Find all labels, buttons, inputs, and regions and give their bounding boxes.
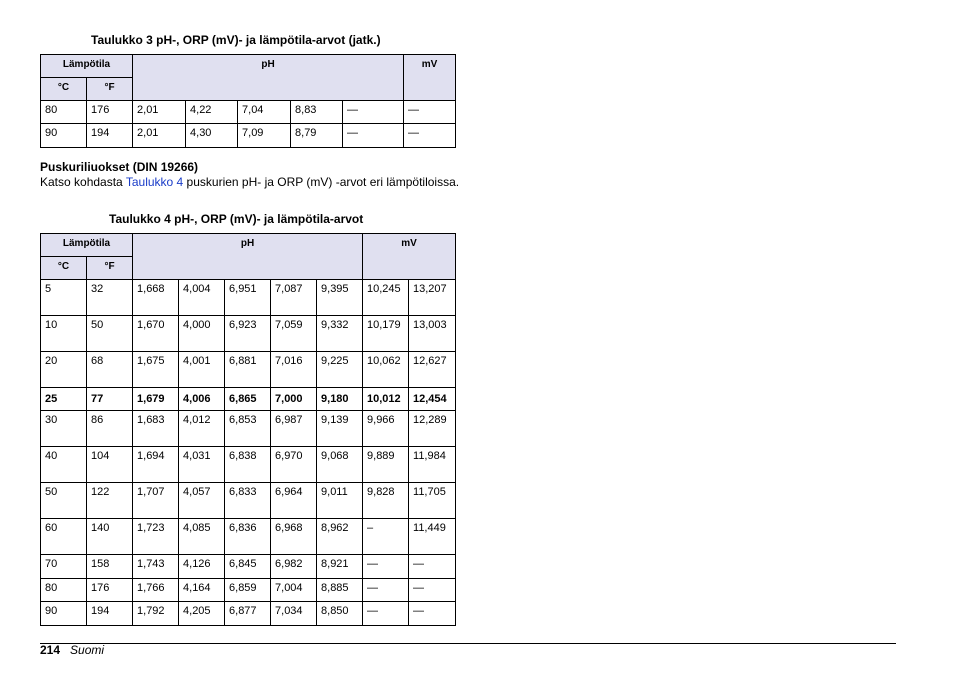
table3-caption: Taulukko 3 pH-, ORP (mV)- ja lämpötila-arvot (jatk.)	[91, 33, 381, 47]
table-cell: 6,833	[225, 483, 271, 519]
table-cell: –	[363, 519, 409, 555]
table-cell: 60	[41, 519, 87, 555]
table-cell: —	[363, 579, 409, 602]
table-cell: 1,707	[133, 483, 179, 519]
table-cell: 7,034	[271, 602, 317, 626]
table-cell: 8,83	[291, 101, 343, 124]
table-cell: 7,059	[271, 316, 317, 352]
table-cell: 1,670	[133, 316, 179, 352]
table-cell: 4,001	[179, 352, 225, 388]
section-text-before: Katso kohdasta	[40, 175, 126, 189]
table-cell: —	[343, 124, 404, 148]
table-cell: 6,987	[271, 411, 317, 447]
table-cell: 5	[41, 280, 87, 316]
table-cell: 80	[41, 101, 87, 124]
section-text-after: puskurien pH- ja ORP (mV) -arvot eri lämpötiloissa.	[183, 175, 460, 189]
table-cell: 6,964	[271, 483, 317, 519]
table-cell: 4,012	[179, 411, 225, 447]
table-cell: 8,962	[317, 519, 363, 555]
table-cell: 4,006	[179, 388, 225, 411]
section-heading: Puskuriliuokset (DIN 19266)	[40, 160, 199, 174]
table-cell: 194	[87, 124, 133, 148]
table-cell: 9,332	[317, 316, 363, 352]
table-cell: 6,982	[271, 555, 317, 579]
table-cell: 6,853	[225, 411, 271, 447]
table-cell: —	[343, 101, 404, 124]
table-cell: 6,838	[225, 447, 271, 483]
table4-header-mv: mV	[363, 234, 456, 280]
table-cell: 4,22	[186, 101, 238, 124]
table-cell: —	[409, 579, 456, 602]
table-cell: 11,984	[409, 447, 456, 483]
table-cell: 1,675	[133, 352, 179, 388]
table4-header-celsius: °C	[41, 257, 87, 280]
table-cell: 6,923	[225, 316, 271, 352]
table-cell: 6,951	[225, 280, 271, 316]
table-cell: 4,205	[179, 602, 225, 626]
table-cell: 9,225	[317, 352, 363, 388]
table4-header-fahrenheit: °F	[87, 257, 133, 280]
table-cell: 13,003	[409, 316, 456, 352]
table-cell: 2,01	[133, 124, 186, 148]
table-row	[41, 519, 456, 555]
table-cell: 12,289	[409, 411, 456, 447]
table-cell: 7,000	[271, 388, 317, 411]
table-cell: 1,792	[133, 602, 179, 626]
table-cell: 10	[41, 316, 87, 352]
table-cell: 9,889	[363, 447, 409, 483]
table-cell: 90	[41, 602, 87, 626]
table-cell: 10,012	[363, 388, 409, 411]
table-cell: 176	[87, 101, 133, 124]
table-cell: 7,09	[238, 124, 291, 148]
table-cell: 6,881	[225, 352, 271, 388]
table-cell: 176	[87, 579, 133, 602]
table-row	[41, 316, 456, 352]
table-cell: 90	[41, 124, 87, 148]
table-row	[41, 388, 456, 411]
table-cell: 1,766	[133, 579, 179, 602]
table-cell: 4,000	[179, 316, 225, 352]
table-cell: 6,970	[271, 447, 317, 483]
table3-header-row	[41, 55, 456, 78]
table-row	[41, 579, 456, 602]
table4	[40, 233, 456, 626]
table-cell: 7,04	[238, 101, 291, 124]
table-cell: 6,968	[271, 519, 317, 555]
table-cell: 4,085	[179, 519, 225, 555]
table-cell: 158	[87, 555, 133, 579]
table-cell: 10,179	[363, 316, 409, 352]
table-cell: 1,683	[133, 411, 179, 447]
table-cell: 68	[87, 352, 133, 388]
table-cell: 11,449	[409, 519, 456, 555]
table-cell: 40	[41, 447, 87, 483]
table-row	[41, 602, 456, 626]
table-cell: 8,79	[291, 124, 343, 148]
section-body	[40, 175, 460, 190]
table-cell: 9,395	[317, 280, 363, 316]
table-cell: 13,207	[409, 280, 456, 316]
table-cell: —	[363, 602, 409, 626]
table-row	[41, 483, 456, 519]
page-number: 214	[40, 643, 61, 657]
table-cell: 86	[87, 411, 133, 447]
table-cell: 6,865	[225, 388, 271, 411]
table-cell: —	[404, 101, 456, 124]
table-cell: 25	[41, 388, 87, 411]
table-cell: 8,885	[317, 579, 363, 602]
table-cell: 4,031	[179, 447, 225, 483]
table-cell: 7,004	[271, 579, 317, 602]
table-cell: 6,859	[225, 579, 271, 602]
table-cell: 11,705	[409, 483, 456, 519]
table4-header-temp: Lämpötila	[41, 234, 133, 257]
table4-header-row	[41, 234, 456, 257]
table-cell: 1,679	[133, 388, 179, 411]
table-cell: 10,062	[363, 352, 409, 388]
table4-caption: Taulukko 4 pH-, ORP (mV)- ja lämpötila-arvot	[109, 212, 364, 226]
table-cell: 104	[87, 447, 133, 483]
table4-link[interactable]: Taulukko 4	[125, 175, 184, 189]
table4-header-ph: pH	[133, 234, 363, 280]
table-cell: 6,836	[225, 519, 271, 555]
table3-header-fahrenheit: °F	[87, 78, 133, 101]
table-row	[41, 411, 456, 447]
table-cell: 1,743	[133, 555, 179, 579]
table-cell: 12,454	[409, 388, 456, 411]
table-cell: 1,694	[133, 447, 179, 483]
table-cell: 7,087	[271, 280, 317, 316]
table-cell: 9,828	[363, 483, 409, 519]
table-cell: 4,004	[179, 280, 225, 316]
table-cell: 1,668	[133, 280, 179, 316]
table-cell: —	[409, 602, 456, 626]
table-row	[41, 352, 456, 388]
table3-header-celsius: °C	[41, 78, 87, 101]
table-cell: 80	[41, 579, 87, 602]
table-cell: 20	[41, 352, 87, 388]
table-row	[41, 555, 456, 579]
table-cell: 4,057	[179, 483, 225, 519]
table-cell: 70	[41, 555, 87, 579]
table-cell: 32	[87, 280, 133, 316]
table-cell: 9,068	[317, 447, 363, 483]
table-cell: —	[409, 555, 456, 579]
table4-body	[41, 280, 456, 626]
table-cell: 9,966	[363, 411, 409, 447]
table-cell: 9,139	[317, 411, 363, 447]
table3-header-ph: pH	[133, 55, 404, 101]
table-cell: —	[363, 555, 409, 579]
table-cell: 4,126	[179, 555, 225, 579]
table-cell: 30	[41, 411, 87, 447]
table-cell: 6,877	[225, 602, 271, 626]
table-cell: 122	[87, 483, 133, 519]
footer-language: Suomi	[70, 643, 105, 657]
table3	[40, 54, 456, 148]
table-cell: 140	[87, 519, 133, 555]
table-row	[41, 280, 456, 316]
table-cell: 4,30	[186, 124, 238, 148]
table-row	[41, 124, 456, 148]
footer-rule	[40, 643, 896, 644]
footer	[40, 643, 104, 657]
table-cell: 7,016	[271, 352, 317, 388]
table-cell: 77	[87, 388, 133, 411]
table-cell: 4,164	[179, 579, 225, 602]
buffer-section	[40, 160, 460, 190]
table-cell: 8,921	[317, 555, 363, 579]
table-cell: 2,01	[133, 101, 186, 124]
table-cell: —	[404, 124, 456, 148]
table3-header-mv: mV	[404, 55, 456, 101]
table-row	[41, 447, 456, 483]
table-cell: 9,011	[317, 483, 363, 519]
table-cell: 194	[87, 602, 133, 626]
table-cell: 12,627	[409, 352, 456, 388]
table-row	[41, 101, 456, 124]
table-cell: 1,723	[133, 519, 179, 555]
table-cell: 10,245	[363, 280, 409, 316]
table-cell: 50	[87, 316, 133, 352]
table-cell: 8,850	[317, 602, 363, 626]
table-cell: 50	[41, 483, 87, 519]
table3-header-temp: Lämpötila	[41, 55, 133, 78]
table-cell: 9,180	[317, 388, 363, 411]
table-cell: 6,845	[225, 555, 271, 579]
